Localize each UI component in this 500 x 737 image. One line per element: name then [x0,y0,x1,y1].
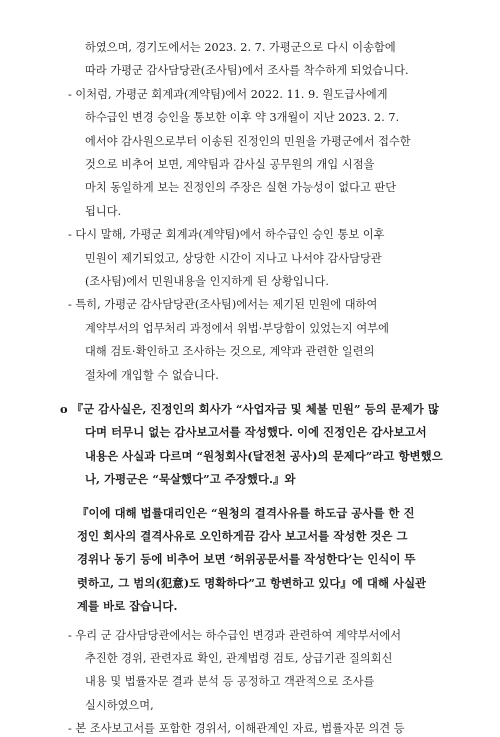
text-line: 나, 가평군은 “묵살했다”고 주장했다.』와 [85,472,296,486]
bullet-line: - 본 조사보고서를 포함한 경위서, 이해관계인 자료, 법률자문 의견 등 [68,722,405,735]
bullet-line: - 우리 군 감사담당관에서는 하수급인 변경과 관련하여 계약부서에서 [68,629,402,642]
text-line: 하였으며, 경기도에서는 2023. 2. 7. 가평군으로 다시 이송함에 [85,41,396,54]
text-line: 렷하고, 그 범의(犯意)도 명확하다”고 항변하고 있다』에 대해 사실관 [77,576,427,590]
text-line: 추진한 경위, 관련자료 확인, 관계법령 검토, 상급기관 질의회신 [85,652,393,665]
text-line: 것으로 비추어 보면, 계약팀과 감사실 공무원의 개입 시점을 [85,158,375,171]
text-line: 경위나 동기 등에 비추어 보면 ‘허위공문서를 작성한다’는 인식이 뚜 [77,552,416,566]
bullet-line: - 다시 말해, 가평군 회계과(계약팀)에서 하수급인 승인 통보 이후 [68,228,385,241]
text-line: 정인 회사의 결격사유로 오인하게끔 감사 보고서를 작성한 것은 그 [77,529,408,543]
text-line: 내용 및 법률자문 결과 분석 등 공정하고 객관적으로 조사를 [85,675,375,688]
text-line: 하수급인 변경 승인을 통보한 이후 약 3개월이 지난 2023. 2. 7. [85,111,400,124]
text-line: 따라 가평군 감사담당관(조사팀)에서 조사를 착수하게 되었습니다. [85,64,409,77]
bullet-line: - 특히, 가평군 감사담당관(조사팀)에서는 제기된 민원에 대하여 [68,298,378,311]
text-line: 됩니다. [85,205,122,218]
text-line: 계를 바로 잡습니다. [77,599,178,613]
text-line: 계약부서의 업무처리 과정에서 위법·부당함이 있었는지 여부에 [85,322,389,335]
text-line: 대해 검토·확인하고 조사하는 것으로, 계약과 관련한 일련의 [85,345,375,358]
text-line: 절차에 개입할 수 없습니다. [85,369,219,382]
circle-bullet-line: o 『군 감사실은, 진정인의 회사가 “사업자금 및 체불 민원” 등의 문제가 많 [60,402,439,416]
text-line: 에서야 감사원으로부터 이송된 진정인의 민원을 가평군에서 접수한 [85,135,411,148]
text-line: 내용은 사실과 다르며 “원청회사(달전천 공사)의 문제다”라고 항변했으 [85,449,443,463]
text-line: (조사팀)에서 민원내용을 인지하게 된 상황입니다. [85,275,330,288]
text-line: 실시하였으며, [85,699,154,712]
text-line: 민원이 제기되었고, 상당한 시간이 지나고 나서야 감사담당관 [85,252,382,265]
text-line: 다며 터무니 없는 감사보고서를 작성했다. 이에 진정인은 감사보고서 [85,425,427,439]
text-line: 마치 동일하게 보는 진정인의 주장은 실현 가능성이 없다고 판단 [85,181,397,194]
text-line: 『이에 대해 법률대리인은 “원청의 결격사유를 하도급 공사를 한 진 [77,506,415,520]
bullet-line: - 이처럼, 가평군 회계과(계약팀)에서 2022. 11. 9. 원도급사에게 [68,88,388,101]
